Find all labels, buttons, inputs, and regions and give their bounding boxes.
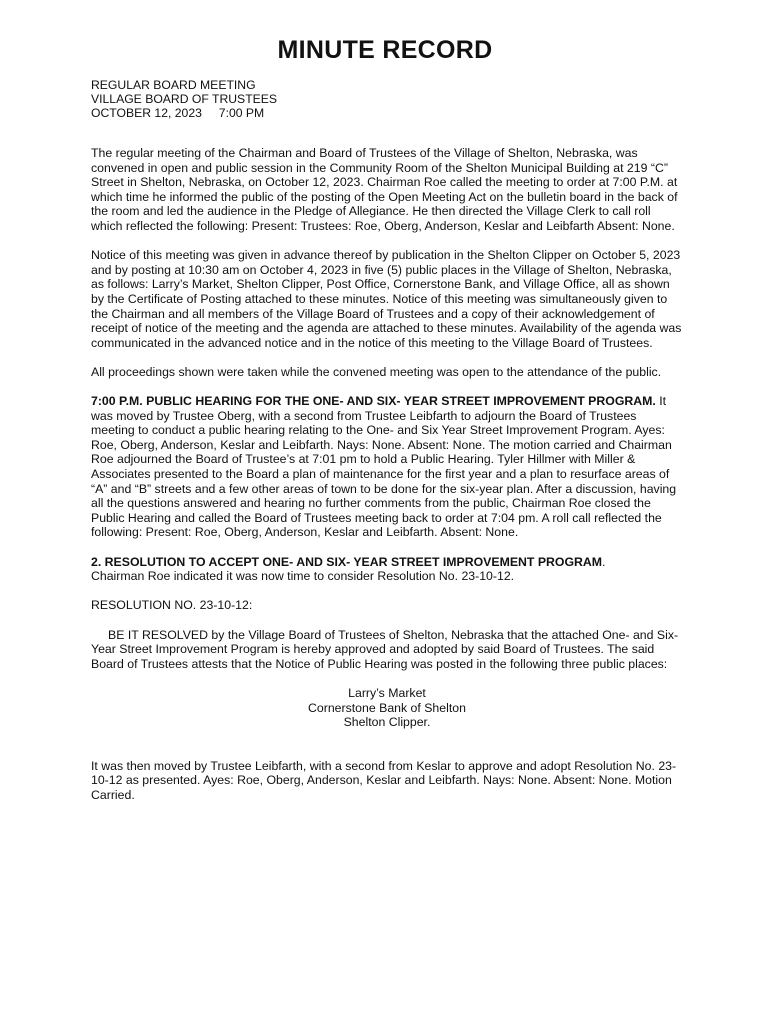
resolution-item-period: . [602, 554, 606, 569]
public-place-item: Shelton Clipper. [343, 715, 431, 730]
resolution-item-text: Chairman Roe indicated it was now time to consider Resolution No. 23-10-12. [91, 569, 515, 584]
header-date-time: OCTOBER 12, 2023 7:00 PM [91, 106, 265, 120]
paragraph-public-hearing [91, 394, 683, 540]
meeting-header [91, 78, 277, 120]
resolution-number: RESOLUTION NO. 23-10-12: [91, 598, 253, 613]
paragraph-proceedings: All proceedings shown were taken while the convened meeting was open to the attendance of the public. [91, 364, 662, 379]
paragraph-notice: Notice of this meeting was given in advance thereof by publication in the Shelton Clipper on October 5, 2023 and by posting at 10:30 am on October 4, 2023 in five (5) public places in the Village of Shelton, Nebraska, as follows: Larry’s Market, Shelton Clipper, Post Office, Cornerstone Bank, and Village Office, all as shown by the Certificate of Posting attached to these minutes. Notice of this meeting was simultaneously given to the Chairman and all members of the Village Board of Trustees and a copy of their acknowledgement of receipt of notice of the meeting and the agenda are attached to these minutes. Availability of the agenda was communicated in the advanced notice and in the notice of this meeting to the Village Board of Trustees. [91, 248, 682, 350]
paragraph-motion-adopt: It was then moved by Trustee Leibfarth, with a second from Keslar to approve and adopt Resolution No. 23-10-12 as presented. Ayes: Roe, Oberg, Anderson, Keslar and Leibfarth. Nays: None. Absent: None. Motion Carried. [91, 758, 677, 802]
paragraph-be-it-resolved: BE IT RESOLVED by the Village Board of Trustees of Shelton, Nebraska that the attached One- and Six- Year Street Improvement Program is hereby approved and adopted by said Board of Trustees. The said Board of Trustees attests that the Notice of Public Hearing was posted in the following three public places: [91, 627, 679, 671]
resolution-item-heading: 2. RESOLUTION TO ACCEPT ONE- AND SIX- YEAR STREET IMPROVEMENT PROGRAM [91, 554, 603, 569]
paragraph-resolution-item [91, 555, 683, 584]
minutes-body [91, 146, 683, 817]
header-meeting-type: REGULAR BOARD MEETING [91, 78, 256, 92]
public-places-list [91, 686, 683, 730]
paragraph-call-to-order: The regular meeting of the Chairman and Board of Trustees of the Village of Shelton, Nebraska, was convened in open and public session in the Community Room of the Shelton Municipal Building at 219 “C” Street in Shelton, Nebraska, on October 12, 2023. Chairman Roe called the meeting to order at 7:00 P.M. at which time he informed the public of the posting of the Open Meeting Act on the bulletin board in the back of the room and led the audience in the Pledge of Allegiance. He then directed the Village Clerk to call roll which reflected the following: Present: Trustees: Roe, Oberg, Anderson, Keslar and Leibfarth Absent: None. [91, 146, 678, 233]
page-title: MINUTE RECORD [277, 36, 493, 64]
public-hearing-text: It was moved by Trustee Oberg, with a second from Trustee Leibfarth to adjourn the Board of Trustees meeting to conduct a public hearing relating to the One- and Six Year Street Improvement Program. Ayes: Roe, Oberg, Anderson, Keslar and Leibfarth. Nays: None. Absent: None. The motion carried and Chairman Roe adjourned the Board of Trustee’s at 7:01 pm to hold a Public Hearing. Tyler Hillmer with Miller & Associates presented to the Board a plan of maintenance for the first year and a plan to resurface areas of “A” and “B” streets and a few other areas of town to be done for the six-year plan. After a discussion, having all the questions answered and hearing no further comments from the public, Chairman Roe closed the Public Hearing and called the Board of Trustees meeting back to order at 7:04 pm. A roll call reflected the following: Present: Roe, Oberg, Anderson, Keslar and Leibfarth. Absent: None. [91, 394, 677, 540]
public-place-item: Cornerstone Bank of Shelton [308, 700, 466, 715]
public-place-item: Larry’s Market [348, 685, 426, 700]
public-hearing-heading: 7:00 P.M. PUBLIC HEARING FOR THE ONE- AND SIX- YEAR STREET IMPROVEMENT PROGRAM. [91, 394, 656, 409]
header-board-name: VILLAGE BOARD OF TRUSTEES [91, 92, 278, 106]
